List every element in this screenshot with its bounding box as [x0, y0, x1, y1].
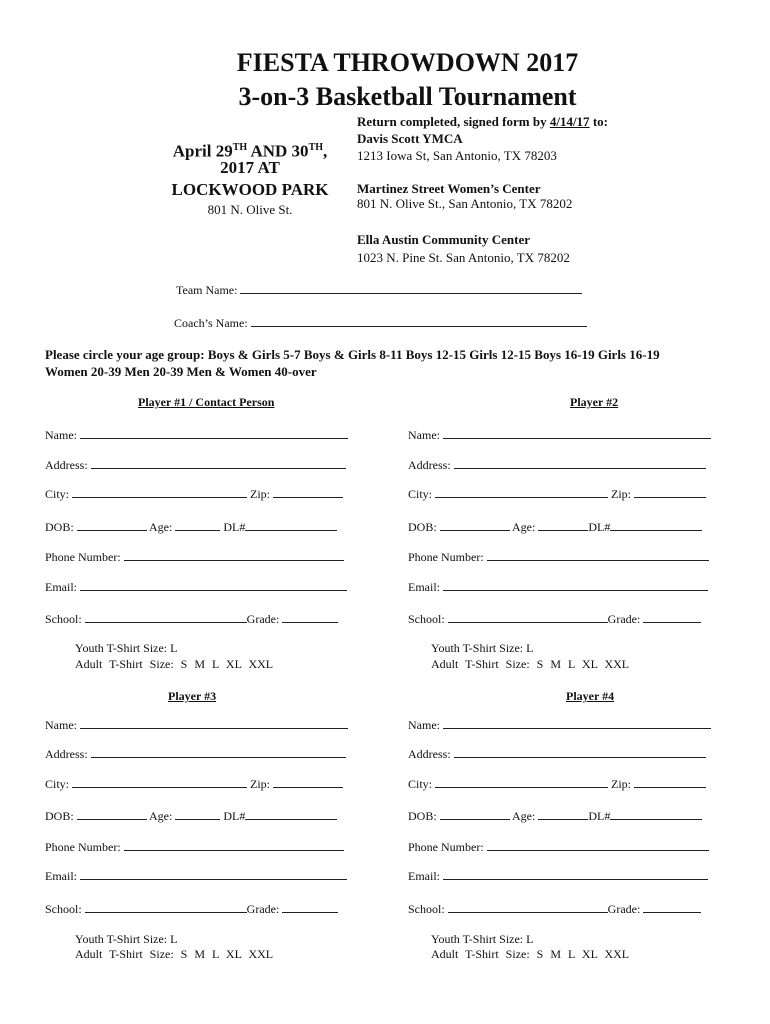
event-venue: LOCKWOOD PARK	[171, 180, 329, 199]
team-name-label: Team Name:	[176, 283, 238, 297]
player-3-school-field[interactable]: School: Grade:	[45, 902, 338, 917]
age-group-options: Women 20-39 Men 20-39 Men & Women 40-over	[45, 364, 317, 379]
player-2-phone-field[interactable]: Phone Number:	[408, 550, 709, 565]
player-1-email-field[interactable]: Email:	[45, 580, 347, 595]
player-1-youth-shirt[interactable]: Youth T-Shirt Size: L	[75, 641, 178, 655]
player-1-name-field[interactable]: Name:	[45, 428, 348, 443]
event-dates: April 29TH AND 30TH,	[172, 141, 328, 161]
location-address: 801 N. Olive St., San Antonio, TX 78202	[357, 196, 573, 211]
player-2-youth-shirt[interactable]: Youth T-Shirt Size: L	[431, 641, 534, 655]
location-name: Davis Scott YMCA	[357, 131, 463, 146]
player-2-heading: Player #2	[570, 395, 619, 409]
player-4-name-field[interactable]: Name:	[408, 718, 711, 733]
player-3-heading: Player #3	[168, 689, 217, 703]
player-2-adult-shirt[interactable]: Adult T-Shirt Size: S M L XL XXL	[431, 657, 630, 671]
player-2-email-field[interactable]: Email:	[408, 580, 708, 595]
player-2-name-field[interactable]: Name:	[408, 428, 711, 443]
player-4-adult-shirt[interactable]: Adult T-Shirt Size: S M L XL XXL	[431, 947, 630, 961]
player-2-school-field[interactable]: School: Grade:	[408, 612, 701, 627]
venue-address: 801 N. Olive St.	[207, 202, 293, 217]
coach-name-field[interactable]	[174, 316, 587, 331]
player-3-youth-shirt[interactable]: Youth T-Shirt Size: L	[75, 932, 178, 946]
player-3-address-field[interactable]: Address:	[45, 747, 346, 762]
location-address: 1023 N. Pine St. San Antonio, TX 78202	[357, 250, 570, 265]
player-1-school-field[interactable]: School: Grade:	[45, 612, 338, 627]
return-instructions: Return completed, signed form by 4/14/17 to:	[357, 114, 608, 129]
player-3-adult-shirt[interactable]: Adult T-Shirt Size: S M L XL XXL	[75, 947, 274, 961]
location-name: Ella Austin Community Center	[357, 232, 530, 247]
player-3-email-field[interactable]: Email:	[45, 869, 347, 884]
player-4-phone-field[interactable]: Phone Number:	[408, 840, 709, 855]
player-4-youth-shirt[interactable]: Youth T-Shirt Size: L	[431, 932, 534, 946]
event-year: 2017 AT	[220, 158, 280, 177]
player-4-city-field[interactable]: City: Zip:	[408, 777, 706, 792]
team-name-field[interactable]	[176, 283, 582, 298]
player-3-dob-field[interactable]: DOB: Age: DL#	[45, 809, 337, 824]
player-4-dob-field[interactable]: DOB: Age: DL#	[408, 809, 702, 824]
age-group-prompt: Please circle your age group: Boys & Girls 5-7 Boys & Girls 8-11 Boys 12-15 Girls 12-15 Boys 16-19 Girls 16-19	[45, 347, 660, 362]
player-4-heading: Player #4	[566, 689, 615, 703]
player-1-dob-field[interactable]: DOB: Age: DL#	[45, 520, 337, 535]
player-1-phone-field[interactable]: Phone Number:	[45, 550, 344, 565]
title-line-1: FIESTA THROWDOWN 2017	[236, 48, 579, 77]
player-1-city-field[interactable]: City: Zip:	[45, 487, 343, 502]
player-3-city-field[interactable]: City: Zip:	[45, 777, 343, 792]
player-1-address-field[interactable]: Address:	[45, 458, 346, 473]
player-4-email-field[interactable]: Email:	[408, 869, 708, 884]
player-3-phone-field[interactable]: Phone Number:	[45, 840, 344, 855]
player-2-address-field[interactable]: Address:	[408, 458, 706, 473]
player-4-address-field[interactable]: Address:	[408, 747, 706, 762]
player-4-school-field[interactable]: School: Grade:	[408, 902, 701, 917]
location-name: Martinez Street Women’s Center	[357, 181, 541, 196]
player-3-name-field[interactable]: Name:	[45, 718, 348, 733]
player-1-adult-shirt[interactable]: Adult T-Shirt Size: S M L XL XXL	[75, 657, 274, 671]
title-line-2: 3-on-3 Basketball Tournament	[238, 82, 577, 111]
player-2-dob-field[interactable]: DOB: Age: DL#	[408, 520, 702, 535]
player-2-city-field[interactable]: City: Zip:	[408, 487, 706, 502]
location-address: 1213 Iowa St, San Antonio, TX 78203	[357, 148, 557, 163]
coach-name-label: Coach’s Name:	[174, 316, 248, 330]
player-1-heading: Player #1 / Contact Person	[138, 395, 275, 409]
